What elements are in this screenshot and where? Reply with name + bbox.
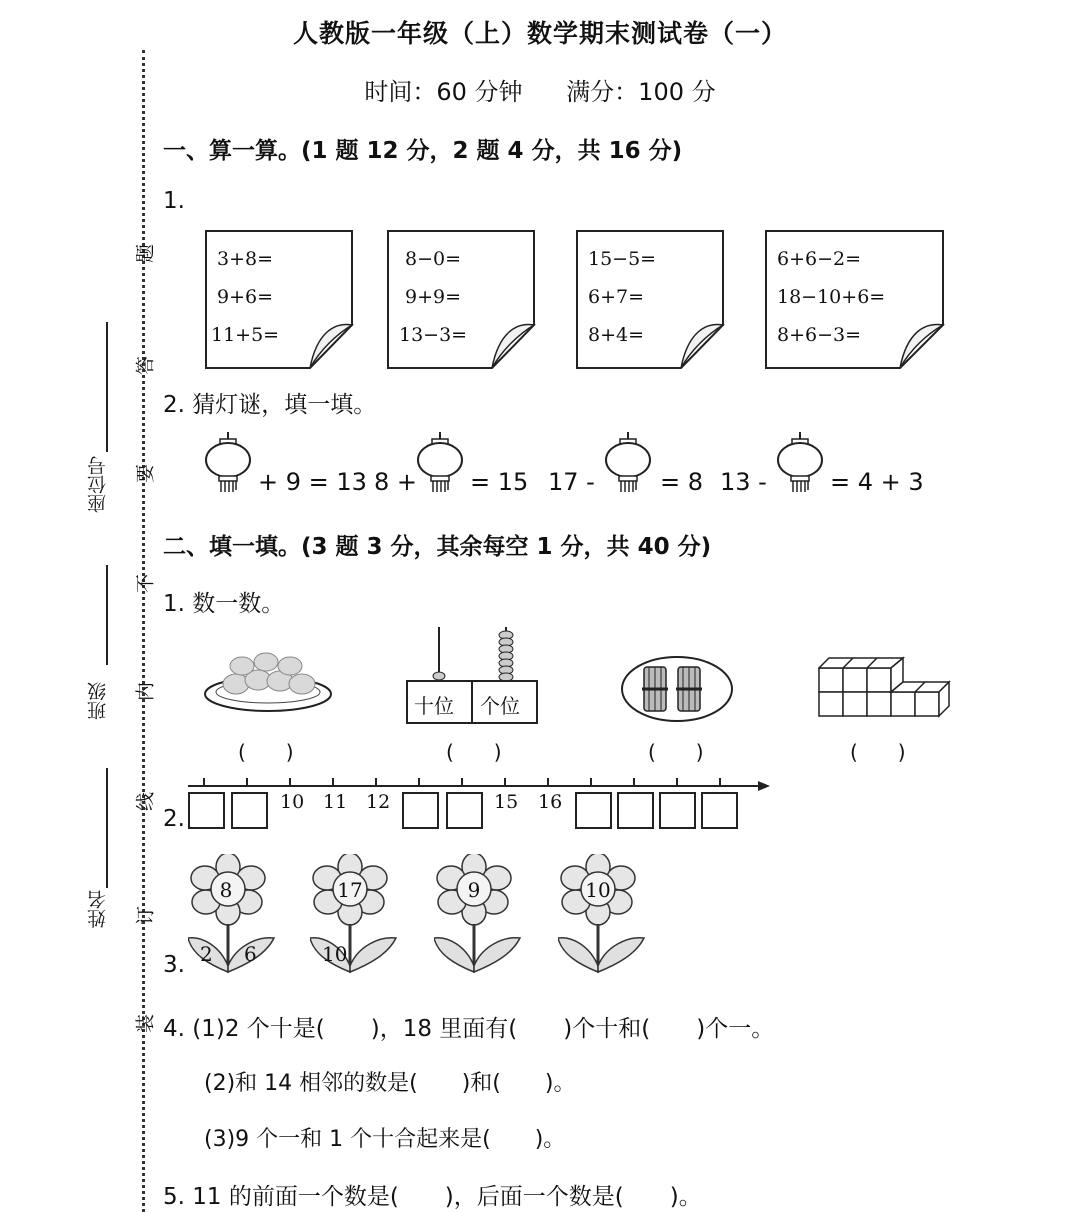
answer-paren[interactable]: ( ) [238, 740, 294, 764]
q1-number: 1. [163, 188, 185, 214]
flower-right-leaf-number: 6 [244, 942, 257, 966]
answer-paren[interactable]: ( ) [648, 740, 704, 764]
class-underline [106, 565, 108, 665]
card-expr: 18−10+6= [777, 286, 886, 308]
q3-number: 3. [163, 952, 185, 978]
numberline-label: 16 [538, 791, 563, 813]
margin-char-4: 不 [134, 574, 157, 594]
calc-card-2 [387, 230, 535, 368]
riddle-4-before: 13 - [720, 468, 767, 496]
lantern-icon [604, 432, 654, 494]
full-score: 满分：100 分 [566, 78, 716, 106]
card-expr: 8−0= [405, 248, 462, 270]
stick-bundles-icon [620, 655, 734, 723]
numberline-label: 12 [366, 791, 391, 813]
riddle-1-after: + 9 = 13 [258, 468, 367, 496]
margin-char-3: 要 [134, 464, 157, 484]
flower-left-leaf-number: 2 [200, 942, 213, 966]
q2-text: 2. 猜灯谜，填一填。 [163, 392, 377, 418]
riddle-2-before: 8 + [374, 468, 418, 496]
seat-underline [106, 322, 108, 452]
binding-dotted-line [142, 50, 145, 1212]
exam-info [0, 72, 1080, 107]
answer-box[interactable] [659, 792, 696, 829]
margin-char-8: 装 [134, 1014, 157, 1034]
q4-part2: (2)和 14 相邻的数是( )和( )。 [204, 1071, 576, 1096]
card-expr: 9+9= [405, 286, 462, 308]
flower-center-number: 9 [467, 878, 481, 902]
lantern-icon [416, 432, 466, 494]
flower-center-number: 10 [585, 878, 611, 902]
card-expr: 6+7= [588, 286, 645, 308]
riddle-3-after: = 8 [660, 468, 704, 496]
time-limit: 时间：60 分钟 [364, 78, 523, 106]
card-expr: 3+8= [217, 248, 274, 270]
answer-box[interactable] [575, 792, 612, 829]
flower-center-number: 17 [337, 878, 363, 902]
answer-box[interactable] [231, 792, 268, 829]
margin-char-2: 答 [134, 356, 157, 376]
name-underline [106, 768, 108, 888]
flower-left-leaf-number: 10 [322, 942, 348, 966]
flower-icon [558, 854, 646, 974]
q4-part3: (3)9 个一和 1 个十合起来是( )。 [204, 1127, 566, 1152]
riddle-3-before: 17 - [548, 468, 595, 496]
numberline-label: 11 [323, 791, 348, 813]
card-expr: 15−5= [588, 248, 657, 270]
page-title: 人教版一年级（上）数学期末测试卷（一） [292, 19, 787, 48]
margin-char-1: 题 [134, 244, 157, 264]
section-2-heading: 二、填一填。(3 题 3 分，其余每空 1 分，共 40 分) [163, 534, 712, 560]
margin-char-5: 内 [134, 682, 157, 702]
card-expr: 9+6= [217, 286, 274, 308]
class-label: 班级 [87, 682, 109, 720]
margin-char-7: 订 [134, 906, 157, 926]
answer-paren[interactable]: ( ) [446, 740, 502, 764]
lantern-icon [204, 432, 254, 494]
card-expr: 13−3= [399, 324, 468, 346]
card-expr: 6+6−2= [777, 248, 862, 270]
calc-card-3 [576, 230, 724, 368]
flower-icon [434, 854, 522, 974]
riddle-2-after: = 15 [470, 468, 529, 496]
margin-char-6: 线 [134, 792, 157, 812]
abacus-ones-label: 个位 [480, 694, 520, 718]
name-label: 姓名 [87, 890, 109, 928]
seat-label: 座位号 [87, 456, 109, 513]
answer-paren[interactable]: ( ) [850, 740, 906, 764]
section-1-heading: 一、算一算。(1 题 12 分，2 题 4 分，共 16 分) [163, 138, 683, 164]
card-expr: 11+5= [211, 324, 280, 346]
abacus-tens-label: 十位 [414, 694, 454, 718]
q2-number: 2. [163, 806, 185, 832]
answer-box[interactable] [617, 792, 654, 829]
card-expr: 8+4= [588, 324, 645, 346]
calc-card-4 [765, 230, 913, 368]
calc-card-1 [205, 230, 353, 368]
answer-box[interactable] [446, 792, 483, 829]
answer-box[interactable] [188, 792, 225, 829]
s2-q1-text: 1. 数一数。 [163, 591, 285, 617]
q4-part1: 4. (1)2 个十是( )，18 里面有( )个十和( )个一。 [163, 1016, 775, 1042]
flower-center-number: 8 [219, 878, 233, 902]
numberline-label: 10 [280, 791, 305, 813]
cubes-icon [818, 655, 954, 721]
plate-icon [202, 650, 334, 722]
answer-box[interactable] [402, 792, 439, 829]
q5-text: 5. 11 的前面一个数是( )，后面一个数是( )。 [163, 1184, 702, 1210]
riddle-4-after: = 4 + 3 [830, 468, 924, 496]
answer-box[interactable] [701, 792, 738, 829]
numberline-label: 15 [494, 791, 519, 813]
card-expr: 8+6−3= [777, 324, 862, 346]
lantern-icon [776, 432, 826, 494]
